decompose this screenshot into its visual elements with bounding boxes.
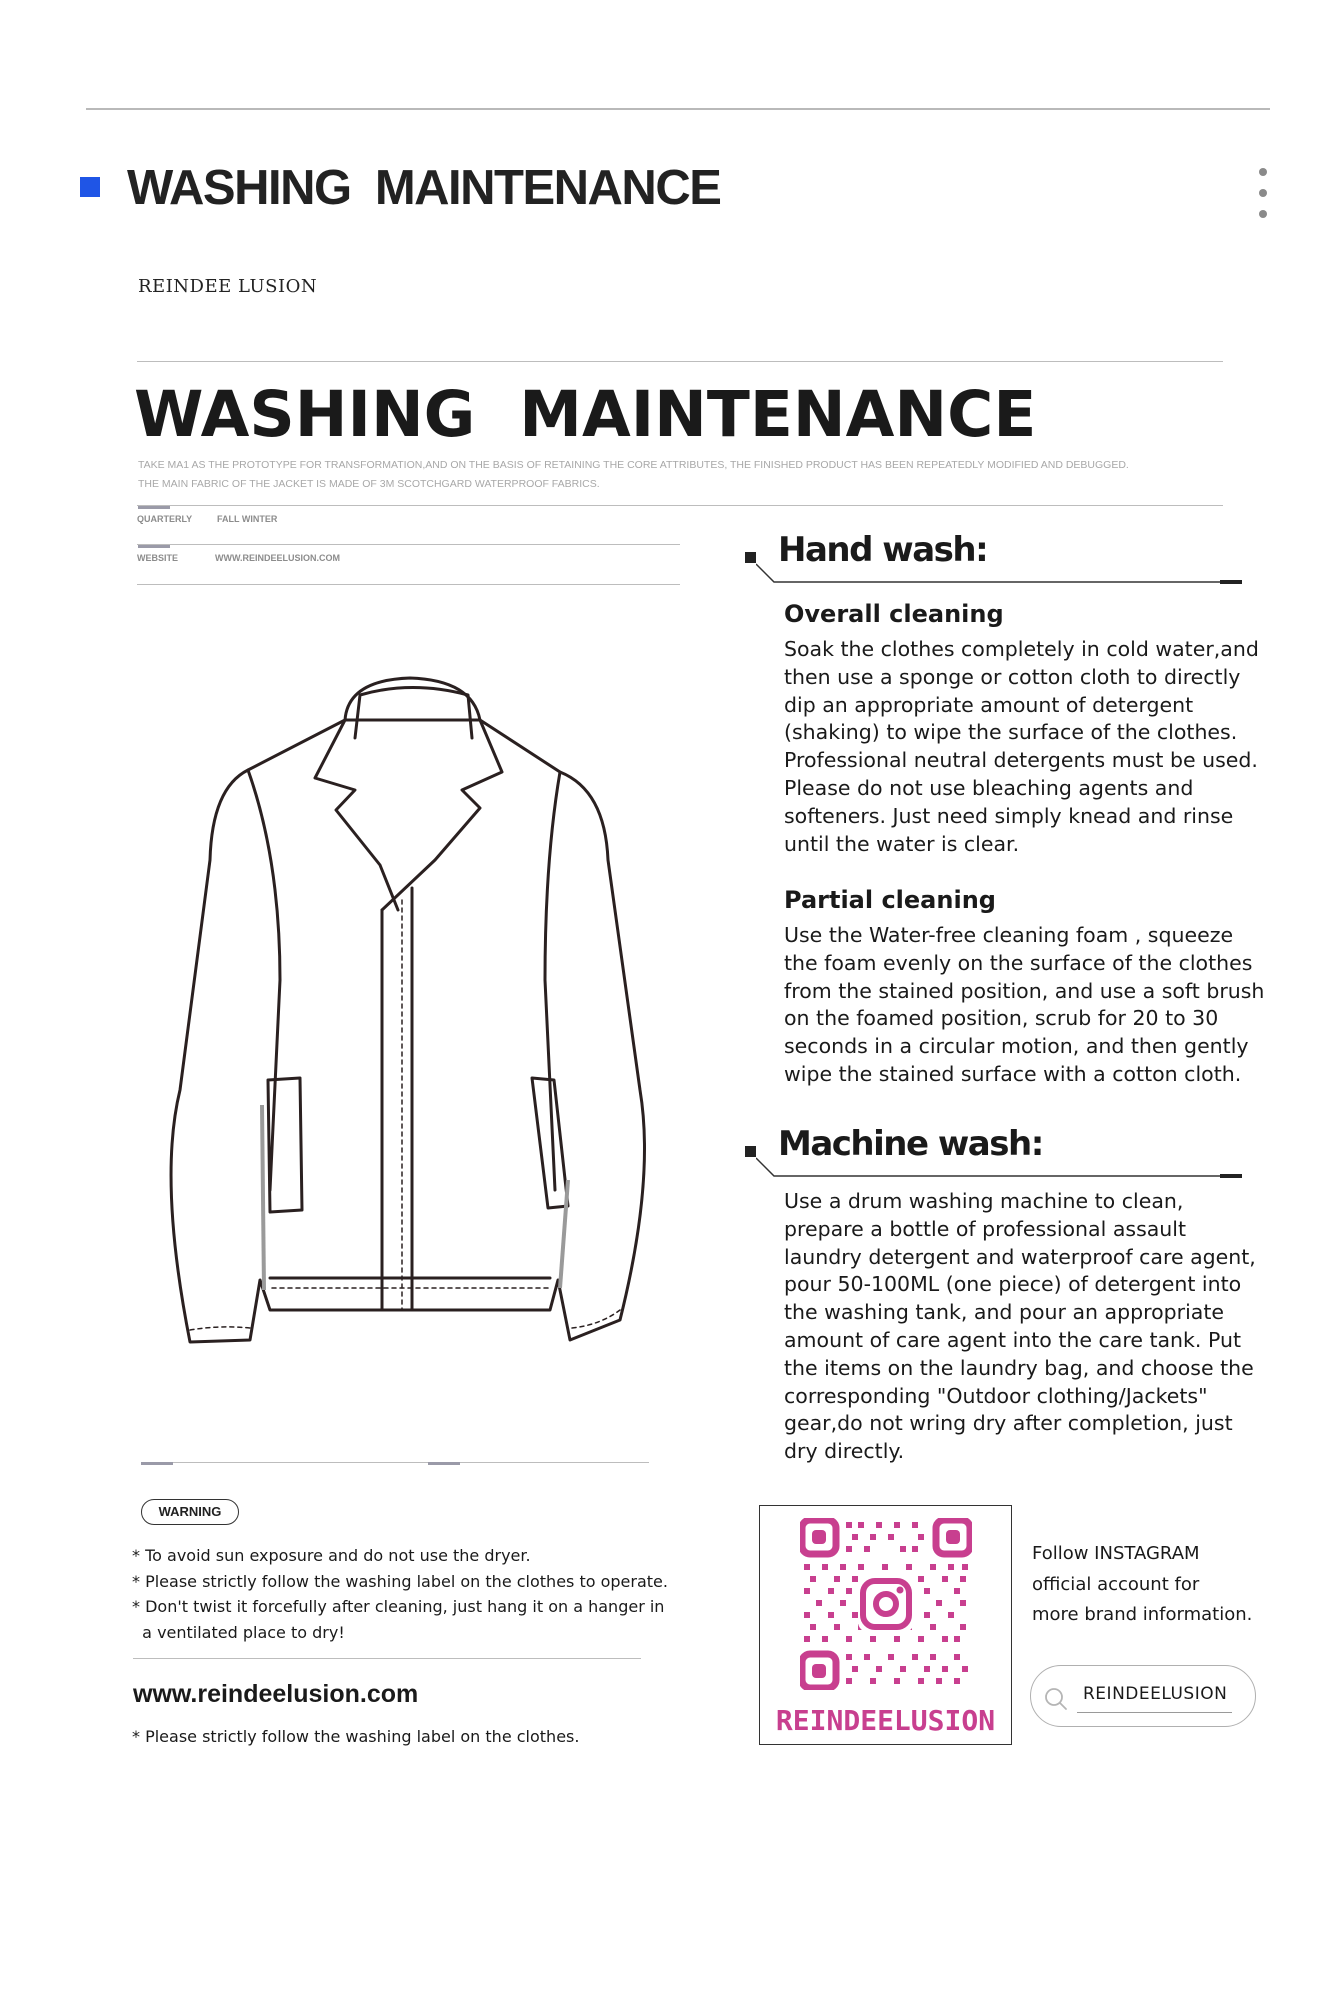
text-line: laundry detergent and waterproof care agent, [784,1244,1256,1269]
meta-divider [137,584,680,585]
warning-item: * To avoid sun exposure and do not use the dryer. [132,1546,531,1565]
partial-cleaning-text [784,922,1284,1089]
description-line: TAKE MA1 AS THE PROTOTYPE FOR TRANSFORMATION,AND ON THE BASIS OF RETAINING THE CORE ATTRIBUTES, THE FINISHED PRODUCT HAS BEEN REPEATEDLY MODIFIED AND DEBUGGED. [138,459,1129,471]
warning-badge: WARNING [141,1499,239,1525]
instagram-search-box[interactable] [1030,1665,1256,1727]
heading-underline [756,1156,1250,1180]
machine-wash-text [784,1188,1284,1466]
search-icon [1043,1686,1069,1712]
meta-marker [138,545,170,548]
qr-brand-label: REINDEELUSION [775,1704,996,1737]
website-label: WEBSITE [137,553,179,563]
description-line: THE MAIN FABRIC OF THE JACKET IS MADE OF 3M SCOTCHGARD WATERPROOF FABRICS. [138,478,600,490]
text-line: dry directly. [784,1439,905,1464]
qr-code [800,1518,972,1690]
instagram-icon [858,1576,914,1632]
overall-cleaning-text [784,636,1284,858]
warning-item: * Don't twist it forcefully after cleaning, just hang it on a hanger in [132,1597,665,1616]
warning-divider [133,1658,641,1659]
partial-cleaning-title: Partial cleaning [784,886,996,914]
illustration-marker [428,1462,460,1465]
text-line: (shaking) to wipe the surface of the clothes. [784,720,1238,745]
text-line: softeners. Just need simply knead and rinse [784,803,1234,828]
meta-divider [137,544,680,545]
warning-list [132,1543,692,1645]
text-line: wipe the stained surface with a cotton cloth. [784,1061,1242,1086]
quarterly-label: QUARTERLY [137,514,193,524]
text-line: amount of care agent into the care tank. Put [784,1327,1241,1352]
instagram-follow-text [1032,1539,1272,1631]
text-line: the washing tank, and pour an appropriate [784,1300,1224,1325]
search-underline [1077,1712,1232,1713]
text-line: then use a sponge or cotton cloth to directly [784,664,1241,689]
section-bullet-icon [745,552,756,563]
section-bullet-icon [745,1146,756,1157]
text-line: until the water is clear. [784,831,1020,856]
follow-line: official account for [1032,1573,1200,1595]
text-line: from the stained position, and use a soft brush [784,978,1265,1003]
overall-cleaning-title: Overall cleaning [784,600,1004,628]
jacket-illustration [150,660,670,1350]
illustration-marker [141,1462,173,1465]
intro-bottom-divider [137,505,1223,506]
text-line: prepare a bottle of professional assault [784,1216,1187,1241]
instagram-qr-card[interactable] [759,1505,1012,1745]
warning-item: * Please strictly follow the washing label on the clothes to operate. [132,1571,668,1591]
top-divider [86,108,1270,110]
text-line: the foam evenly on the surface of the clothes [784,950,1253,975]
warning-item: a ventilated place to dry! [132,1622,345,1642]
follow-line: more brand information. [1032,1604,1253,1625]
intro-top-divider [137,361,1223,362]
product-description [138,456,1238,494]
accent-square-icon [80,177,100,197]
text-line: pour 50-100ML (one piece) of detergent into [784,1272,1242,1297]
website-value[interactable]: WWW.REINDEELUSION.COM [215,553,340,563]
section-title: WASHING MAINTENANCE [134,378,1037,451]
meta-marker [138,506,170,509]
text-line: gear,do not wring dry after completion, just [784,1411,1233,1436]
hand-wash-heading: Hand wash: [778,530,988,570]
text-line: the items on the laundry bag, and choose the [784,1355,1254,1380]
text-line: seconds in a circular motion, and then gently [784,1034,1249,1059]
text-line: Soak the clothes completely in cold water,and [784,637,1259,661]
text-line: corresponding "Outdoor clothing/Jackets" [784,1383,1208,1408]
follow-line: Follow INSTAGRAM [1032,1543,1200,1564]
text-line: Professional neutral detergents must be used. [784,748,1258,773]
text-line: Use a drum washing machine to clean, [784,1189,1184,1213]
website-link[interactable]: www.reindeelusion.com [133,1680,419,1708]
search-query: REINDEELUSION [1083,1684,1228,1704]
illustration-divider [141,1462,649,1463]
quarterly-value: FALL WINTER [217,514,278,524]
brand-name: REINDEE LUSION [138,276,318,297]
text-line: dip an appropriate amount of detergent [784,692,1194,717]
kebab-menu-icon[interactable] [1259,168,1267,231]
machine-wash-heading: Machine wash: [778,1124,1043,1164]
page-title: WASHING MAINTENANCE [127,161,721,215]
text-line: on the foamed position, scrub for 20 to 30 [784,1006,1219,1031]
text-line: Use the Water-free cleaning foam , squeeze [784,923,1234,947]
heading-underline [756,562,1250,586]
text-line: Please do not use bleaching agents and [784,775,1194,800]
footer-note: * Please strictly follow the washing label on the clothes. [132,1727,580,1746]
